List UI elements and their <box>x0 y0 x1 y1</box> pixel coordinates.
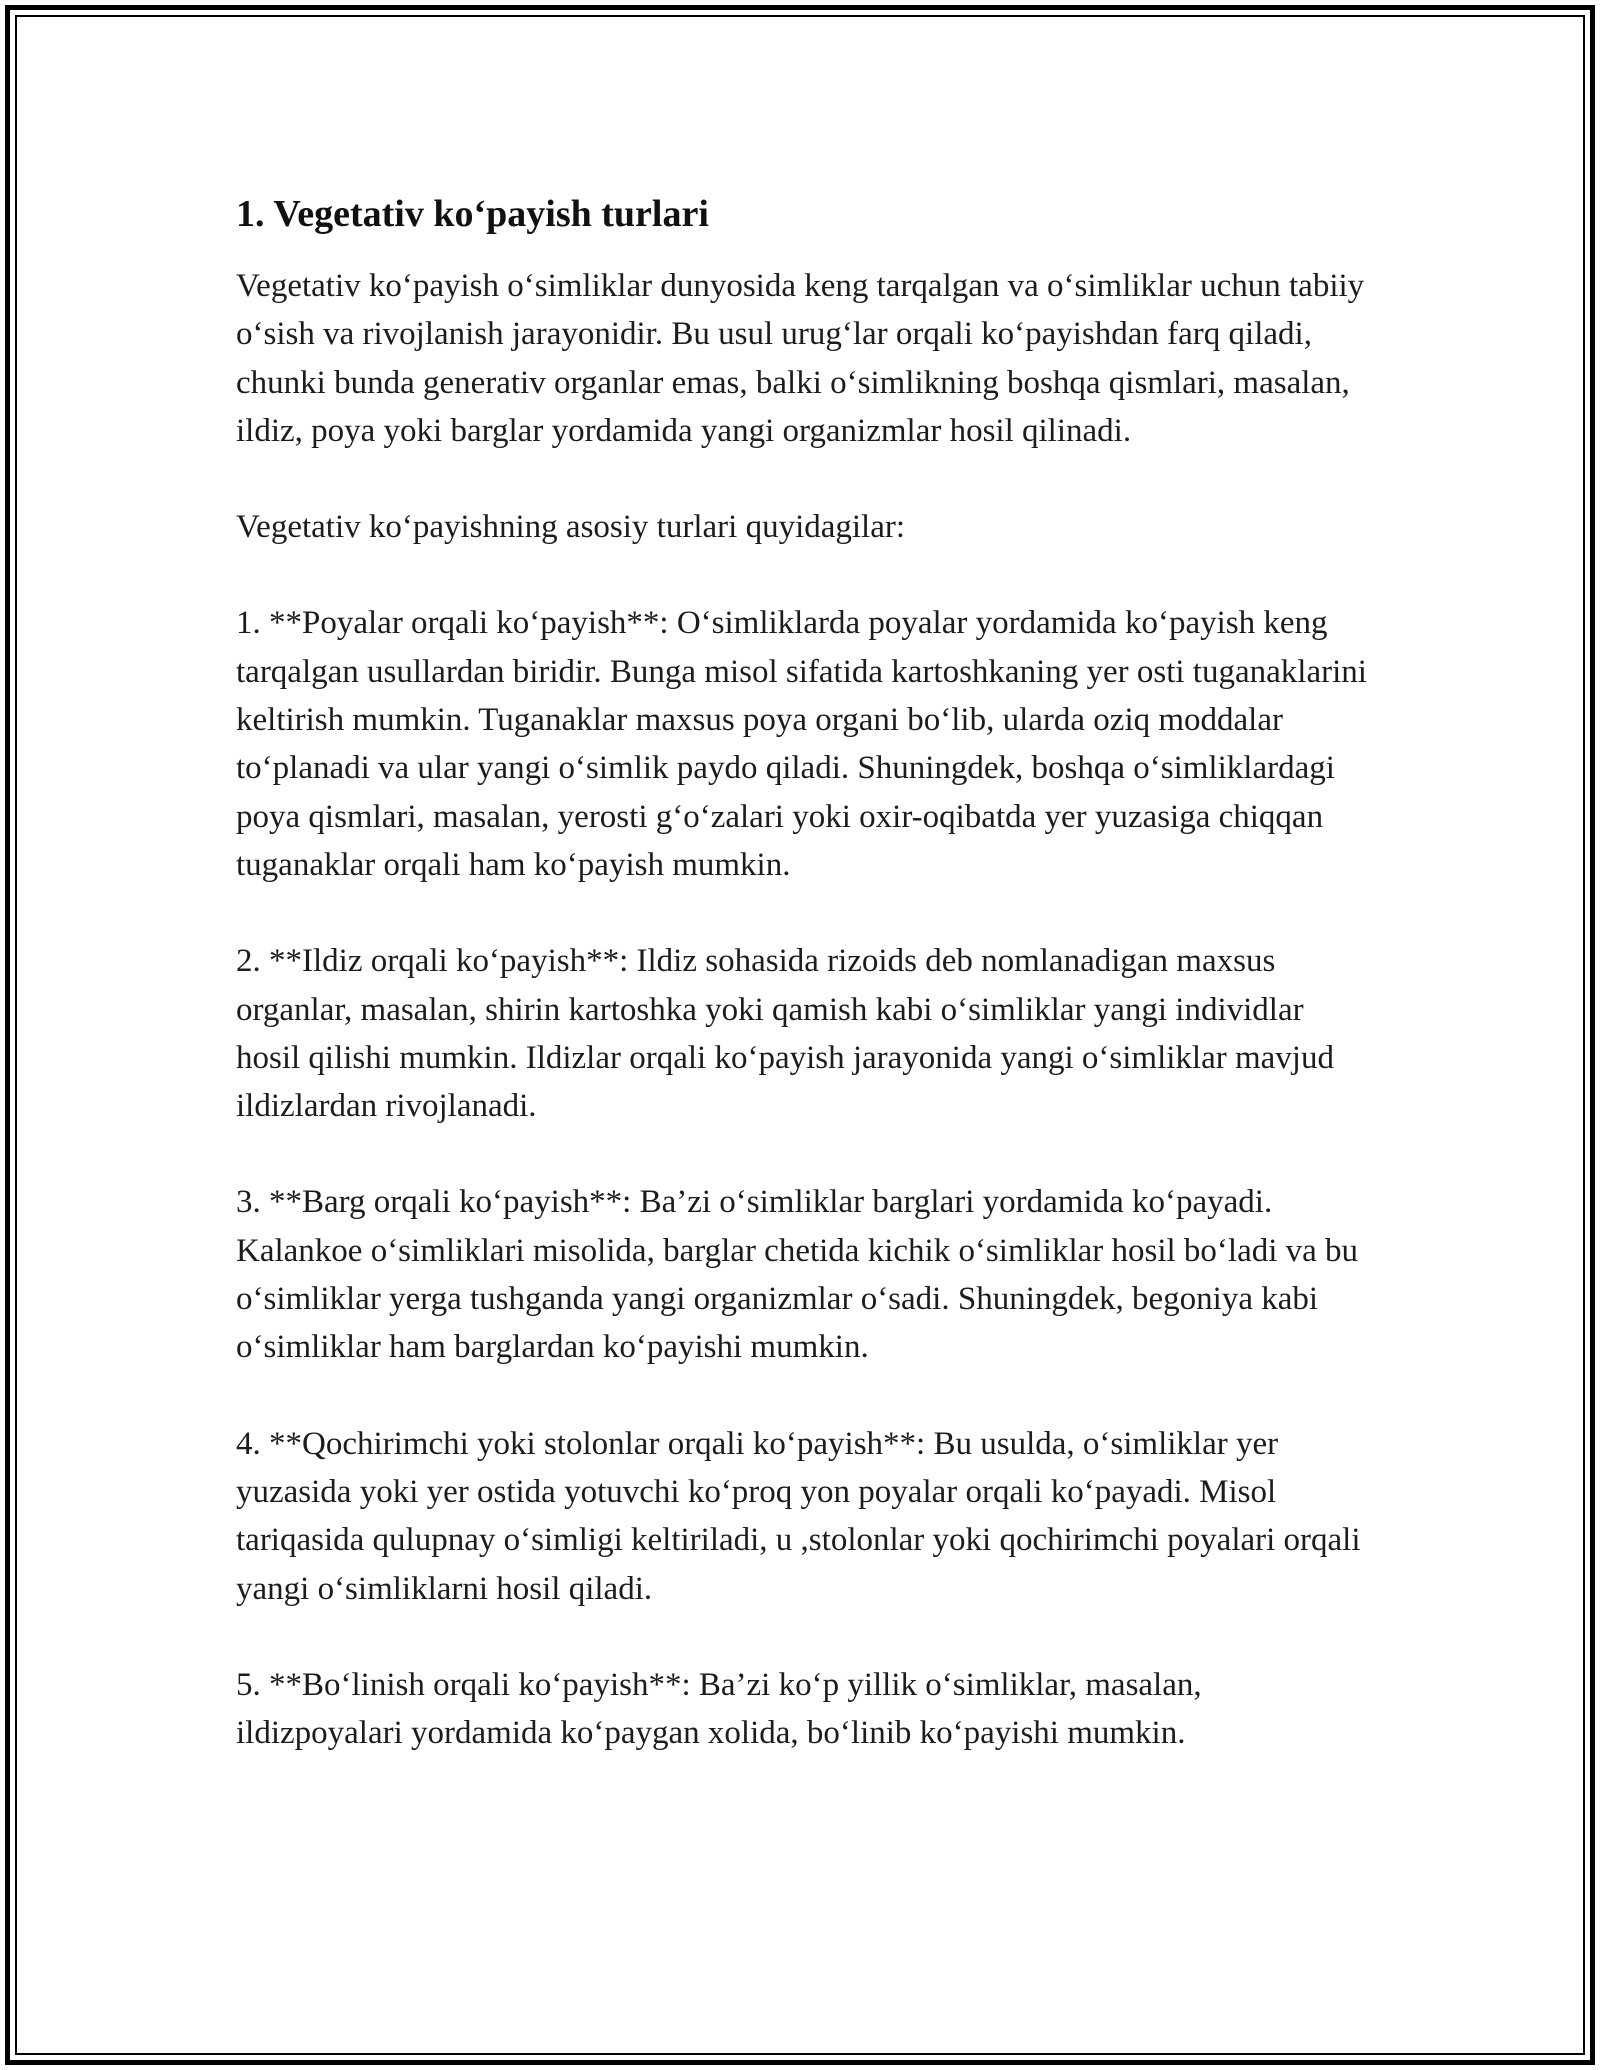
list-item-root-propagation: 2. **Ildiz orqali ko‘payish**: Ildiz sohasida rizoids deb nomlanadigan maxsus organlar, masalan, shirin kartoshka yoki qamish kabi o‘simliklar yangi individlar hosil qilishi mumkin. Ildizlar orqali ko‘payish jarayonida yangi o‘simliklar mavjud ildizlardan rivojlanadi. <box>236 943 1334 1125</box>
section-heading: 1. Vegetativ ko‘payish turlari <box>236 193 709 235</box>
document-body <box>236 188 1376 1805</box>
intro-paragraph: Vegetativ ko‘payish o‘simliklar dunyosida keng tarqalgan va o‘simliklar uchun tabiiy o‘sish va rivojlanish jarayonidir. Bu usul urug‘lar orqali ko‘payishdan farq qiladi, chunki bunda generativ organlar emas, balki o‘simlikning boshqa qismlari, masalan, ildiz, poya yoki barglar yordamida yangi organizmlar hosil qilinadi. <box>236 268 1365 449</box>
list-item-division-propagation: 5. **Bo‘linish orqali ko‘payish**: Ba’zi ko‘p yillik o‘simliklar, masalan, ildizpoyalari yordamida ko‘paygan xolida, bo‘linib ko‘payishi mumkin. <box>236 1666 1202 1752</box>
types-lead-paragraph: Vegetativ ko‘payishning asosiy turlari quyidagilar: <box>236 509 906 546</box>
list-item-leaf-propagation: 3. **Barg orqali ko‘payish**: Ba’zi o‘simliklar barglari yordamida ko‘payadi. Kalankoe o‘simliklari misolida, barglar chetida kichik o‘simliklar hosil bo‘ladi va bu o‘simliklar yerga tushganda yangi organizmlar o‘sadi. Shuningdek, begoniya kabi o‘simliklar ham barglardan ko‘payishi mumkin. <box>236 1184 1359 1366</box>
list-item-stem-propagation: 1. **Poyalar orqali ko‘payish**: O‘simliklarda poyalar yordamida ko‘payish keng tarqalgan usullardan biridir. Bunga misol sifatida kartoshkaning yer osti tuganaklarini keltirish mumkin. Tuganaklar maxsus poya organi bo‘lib, ularda oziq moddalar to‘planadi va ular yangi o‘simlik paydo qiladi. Shuningdek, boshqa o‘simliklardagi poya qismlari, masalan, yerosti g‘o‘zalari yoki oxir-oqibatda yer yuzasiga chiqqan tuganaklar orqali ham ko‘payish mumkin. <box>236 605 1367 883</box>
list-item-stolon-propagation: 4. **Qochirimchi yoki stolonlar orqali ko‘payish**: Bu usulda, o‘simliklar yer yuzasida yoki yer ostida yotuvchi ko‘proq yon poyalar orqali ko‘payadi. Misol tariqasida qulupnay o‘simligi keltiriladi, u ,stolonlar yoki qochirimchi poyalari orqali yangi o‘simliklarni hosil qiladi. <box>236 1425 1361 1607</box>
